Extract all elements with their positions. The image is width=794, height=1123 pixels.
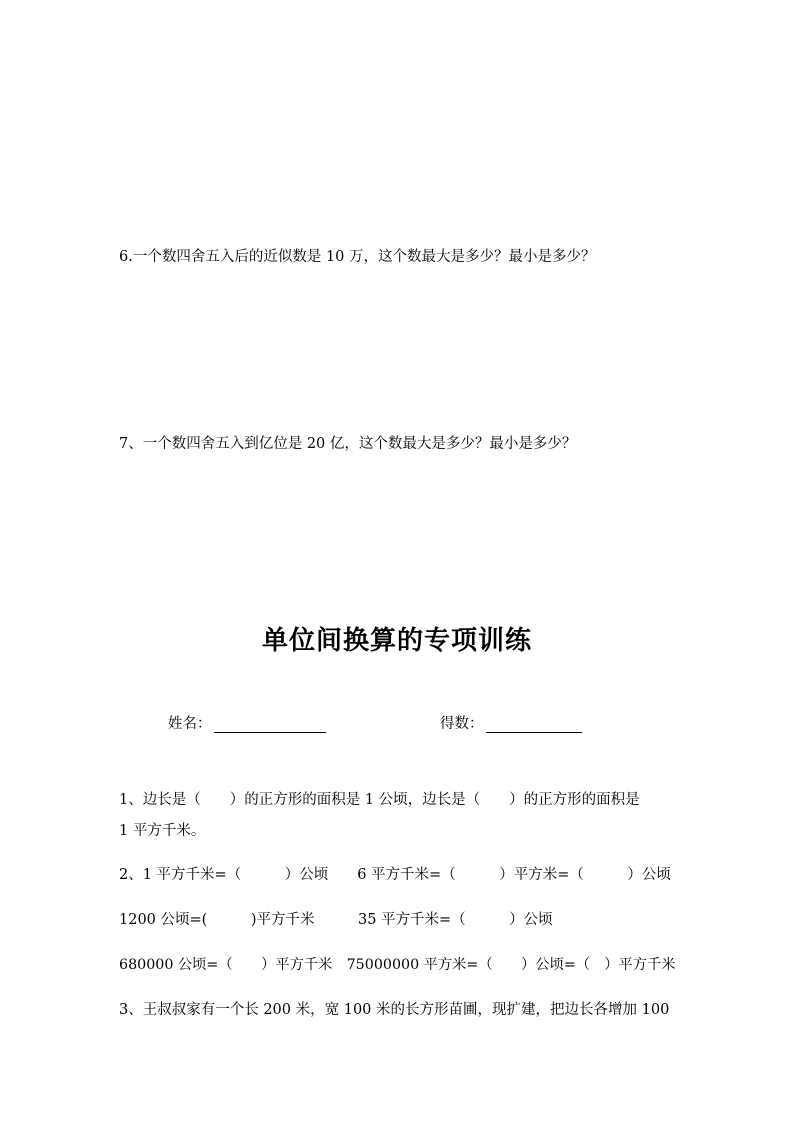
section-title: 单位间换算的专项训练 bbox=[261, 626, 532, 656]
score-label: 得数： bbox=[440, 716, 484, 732]
score-field bbox=[440, 712, 582, 733]
name-field bbox=[168, 712, 326, 733]
exercise-2-line-2: 1200 公顷=( )平方千米 35 平方千米=（ ）公顷 bbox=[119, 912, 553, 928]
question-7: 7、一个数四舍五入到亿位是 20 亿，这个数最大是多少？最小是多少？ bbox=[119, 436, 577, 452]
exercise-2-line-3: 680000 公顷=（ ）平方千米 75000000 平方米=（ ）公顷=（ ）平方千米 bbox=[119, 957, 676, 973]
exercise-1-line-1: 1、边长是（ ）的正方形的面积是 1 公顷，边长是（ ）的正方形的面积是 bbox=[119, 792, 640, 808]
name-label: 姓名： bbox=[168, 716, 212, 732]
exercise-1-line-2: 1 平方千米。 bbox=[119, 823, 206, 839]
question-6: 6.一个数四舍五入后的近似数是 10 万，这个数最大是多少？最小是多少？ bbox=[119, 249, 596, 265]
exercise-3-line-1: 3、王叔叔家有一个长 200 米，宽 100 米的长方形苗圃，现扩建，把边长各增加 100 bbox=[119, 1002, 670, 1018]
name-blank bbox=[214, 716, 326, 733]
exercise-2-line-1: 2、1 平方千米=（ ）公顷 6 平方千米=（ ）平方米=（ ）公顷 bbox=[119, 867, 671, 883]
score-blank bbox=[486, 716, 582, 733]
